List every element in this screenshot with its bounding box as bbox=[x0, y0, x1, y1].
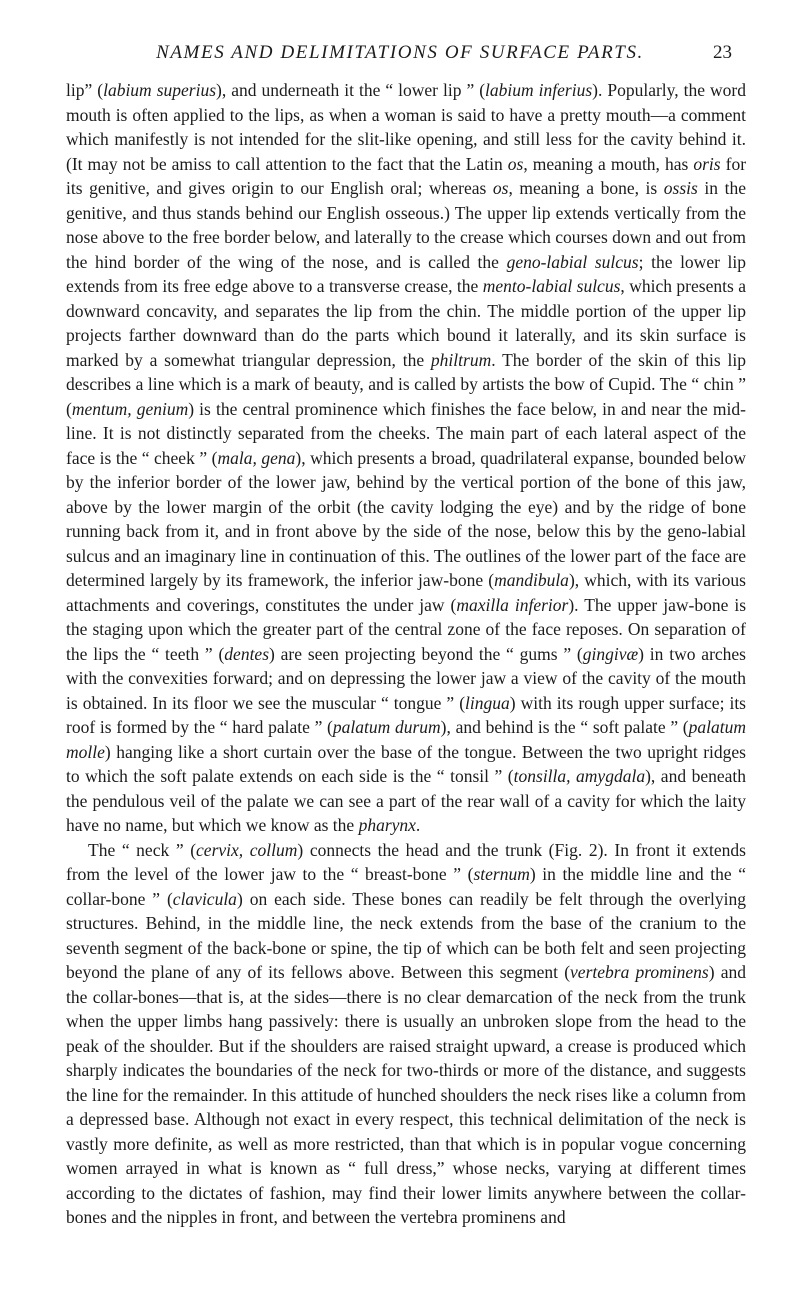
text-run: ), and underneath it the “ lower lip ” ( bbox=[216, 80, 486, 100]
italic-term: mentum, genium bbox=[71, 398, 189, 419]
text-run: ) on each side. These bones can readily be felt through the overlying structures. Behind, in the middle line, the neck extends from the base of the cranium to the seventh segment of the back-bone or spine, the tip of which can be both felt and seen projecting beyond the plane of any of its fellows above. Between this segment ( bbox=[66, 888, 746, 982]
italic-term: geno-labial sulcus bbox=[506, 251, 639, 272]
text-run: ) in the middle line and the “ collar-bone ” ( bbox=[66, 864, 746, 909]
running-title: NAMES AND DELIMITATIONS OF SURFACE PARTS. bbox=[156, 42, 644, 63]
italic-term: maxilla inferior bbox=[456, 594, 569, 615]
italic-term: lingua bbox=[465, 692, 510, 713]
paragraph bbox=[66, 838, 746, 1230]
text-run: ) in two arches with the convexities forward; and on depressing the lower jaw a view of the cavity of the mouth is obtained. In its floor we see the muscular “ tongue ” ( bbox=[66, 643, 746, 713]
text-run: lip” ( bbox=[66, 80, 104, 100]
text-run: ) hanging like a short curtain over the base of the tongue. Between the two upright ridges to which the soft palate extends on each side is the “ tonsil ” ( bbox=[66, 741, 746, 786]
text-run: ), and beneath the pendulous veil of the palate we can see a part of the rear wall of a cavity for which the laity have no name, but which we know as the bbox=[66, 766, 747, 835]
text-run: . The border of the skin of this lip describes a line which is a mark of beauty, and is called by artists the bow of Cupid. The “ chin ” ( bbox=[66, 349, 747, 419]
text-run: , meaning a bone, is bbox=[508, 178, 664, 198]
paragraph bbox=[66, 78, 746, 838]
text-run: ), and behind is the “ soft palate ” ( bbox=[440, 717, 689, 737]
text-run: ) is the central prominence which finishes the face below, in and near the mid-line. It is not distinctly separated from the cheeks. The main part of each lateral aspect of the face is the “ cheek ” ( bbox=[66, 398, 746, 468]
text-run: . bbox=[415, 815, 421, 835]
text-run: ) and the collar-bones—that is, at the sides—there is no clear demarcation of the neck from the trunk when the upper limbs hang passively: there is usually an unbroken slope from the head to the peak of the shoulder. But if the shoulders are raised straight upward, a crease is produced which sharply indicates the boundaries of the neck for two-thirds or more of the distance, and suggests the line for the remainder. In this attitude of hunched shoulders the neck rises like a column from a depressed base. Although not exact in every respect, this technical delimitation of the neck is vastly more definite, as well as more restricted, than that which is in popular vogue concerning women arrayed in what is known as “ full dress,” whose necks, varying at different times according to the dictates of fashion, may find their lower limits anywhere between the collar-bones and the nipples in front, and between the vertebra prominens and bbox=[66, 962, 746, 1227]
text-run: , which presents a downward concavity, and separates the lip from the chin. The middle portion of the upper lip projects farther downward than do the parts which bound it laterally, and its skin surface is marked by a somewhat triangular depression, the bbox=[66, 276, 746, 370]
text-run: The “ neck ” ( bbox=[88, 839, 197, 860]
italic-term: dentes bbox=[224, 643, 270, 664]
italic-term: labium inferius bbox=[485, 80, 593, 100]
text-run: ) with its rough upper surface; its roof is formed by the “ hard palate ” ( bbox=[66, 692, 746, 737]
italic-term: sternum bbox=[473, 864, 530, 884]
text-run: , meaning a mouth, has bbox=[523, 153, 694, 174]
italic-term: gingivæ bbox=[582, 643, 639, 664]
italic-term: vertebra prominens bbox=[570, 962, 709, 982]
text-run: ). Popularly, the word mouth is often applied to the lips, as when a woman is said to have a pretty mouth—a comment which manifestly is not intended for the slit-like opening, and still less for the cavity behind it. (It may not be amiss to call attention to the fact that the Latin bbox=[66, 80, 746, 174]
italic-term: palatum durum bbox=[332, 717, 441, 737]
text-run: in the genitive, and thus stands behind our English osseous.) The upper lip extends vertically from the nose above to the free border below, and laterally to the crease which courses down and out from the hind border of the wing of the nose, and is called the bbox=[66, 178, 746, 272]
italic-term: clavicula bbox=[172, 888, 237, 909]
text-run: ; the lower lip extends from its free edge above to a transverse crease, the bbox=[66, 251, 746, 296]
text-run: ). The upper jaw-bone is the staging upon which the greater part of the central zone of the face reposes. On separation of the lips the “ teeth ” ( bbox=[66, 594, 747, 664]
text-run: for its genitive, and gives origin to our English oral; whereas bbox=[66, 153, 747, 198]
text-run: ) are seen projecting beyond the “ gums ” ( bbox=[269, 643, 583, 664]
italic-term: philtrum bbox=[430, 349, 492, 370]
italic-term: os bbox=[492, 178, 509, 198]
text-run: ) connects the head and the trunk (Fig. 2). In front it extends from the level of the lower jaw to the “ breast-bone ” ( bbox=[66, 839, 746, 884]
page-number: 23 bbox=[713, 42, 732, 63]
italic-term: oris bbox=[693, 153, 721, 174]
italic-term: ossis bbox=[663, 178, 698, 198]
italic-term: mala, gena bbox=[217, 447, 296, 468]
text-run: ), which presents a broad, quadrilateral expanse, bounded below by the inferior border of the lower jaw, behind by the vertical portion of the bone of this jaw, above by the lower margin of the orbit (the cavity lodging the eye) and by the ridge of bone running back from it, and in front above by the side of the nose, below this by the geno-labial sulcus and an imaginary line in continuation of this. The outlines of the lower part of the face are determined largely by its framework, the inferior jaw-bone ( bbox=[66, 447, 746, 590]
text-run: ), which, with its various attachments and coverings, constitutes the under jaw ( bbox=[66, 570, 746, 615]
italic-term: tonsilla, amygdala bbox=[513, 766, 646, 786]
italic-term: pharynx bbox=[358, 815, 416, 835]
body-text bbox=[66, 78, 746, 1230]
italic-term: cervix, collum bbox=[196, 839, 298, 860]
running-head bbox=[64, 38, 736, 68]
italic-term: mento-labial sulcus bbox=[482, 276, 621, 296]
italic-term: palatum molle bbox=[66, 717, 746, 762]
italic-term: mandibula bbox=[494, 570, 569, 590]
italic-term: os bbox=[507, 153, 524, 174]
italic-term: labium superius bbox=[103, 80, 217, 100]
